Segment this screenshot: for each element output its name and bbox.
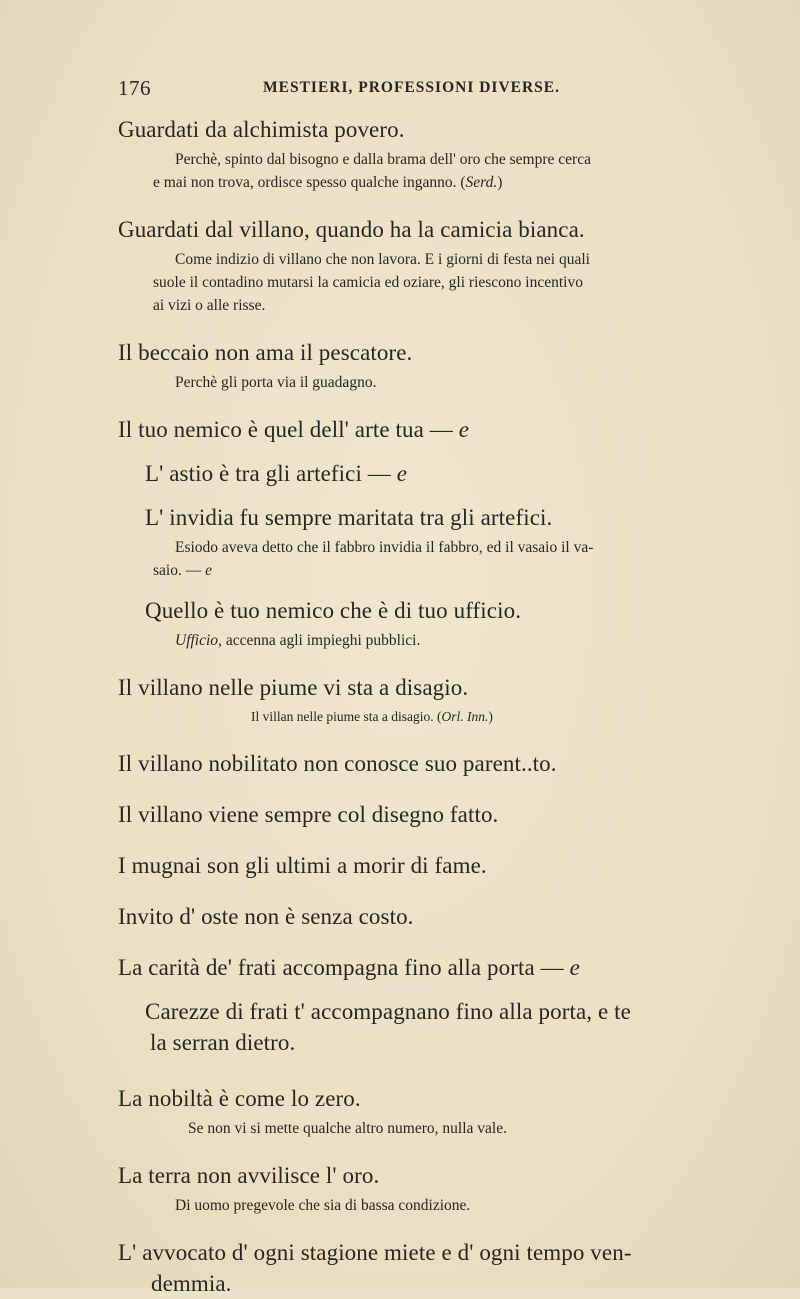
running-head: MESTIERI, PROFESSIONI DIVERSE. [263,79,561,96]
note-line: suole il contadino mutarsi la camicia ed oziare, gli riescono incentivo [153,274,583,291]
note-line: ai vizi o alle risse. [153,297,266,314]
proverb: Invito d' oste non è senza costo. [118,904,414,929]
proverb: Il villano viene sempre col disegno fatto. [118,802,499,827]
note-line: Se non vi si mette qualche altro numero, nulla vale. [188,1120,507,1137]
proverb-line: Carezze di frati t' accompagnano fino alla porta, e te [145,999,631,1024]
note-line: Di uomo pregevole che sia di bassa condizione. [175,1197,471,1214]
proverb [118,414,708,445]
proverb-note [118,1194,708,1217]
proverb-note [118,536,708,582]
proverb-note [118,148,708,194]
proverb-note [118,371,708,394]
page-number: 176 [118,76,151,100]
conjunction: e [569,955,580,980]
proverb: Il beccaio non ama il pescatore. [118,340,413,365]
proverb-line: demmia. [151,1271,232,1296]
proverb-line: L' avvocato d' ogni stagione miete e d' ogni tempo ven- [118,1240,632,1265]
proverb-note [118,1117,708,1140]
proverb-note [118,706,708,728]
note-line [118,706,708,728]
note-line [118,559,708,582]
note-text: ) [488,709,493,724]
page-header [118,76,678,106]
note-line: Perchè gli porta via il guadagno. [175,374,377,391]
proverb [118,1237,708,1299]
conjunction: e [396,461,408,486]
citation: Serd. [465,174,498,191]
note-text: ) [497,174,503,191]
proverb-line: la serran dietro. [150,1030,296,1055]
note-text: saio. — [153,562,206,579]
note-line [118,629,708,652]
note-keyword: Ufficio [175,632,219,649]
note-line: Come indizio di villano che non lavora. E i giorni di festa nei quali [175,251,590,268]
proverb-list [118,114,708,1299]
proverb-note [118,629,708,652]
note-line: Perchè, spinto dal bisogno e dalla brama dell' oro che sempre cerca [175,151,591,168]
proverb-text: La carità de' frati accompagna fino alla porta — [118,955,570,980]
proverb: Il villano nobilitato non conosce suo parent..to. [118,751,557,776]
proverb-variant: L' invidia fu sempre maritata tra gli artefici. [145,505,553,530]
proverb: Guardati da alchimista povero. [118,117,405,142]
note-text: , accenna agli impieghi pubblici. [218,632,421,649]
conjunction: e [458,417,470,442]
proverb-note [118,248,708,317]
proverb-text: L' astio è tra gli artefici — [145,461,397,486]
proverb: Guardati dal villano, quando ha la camicia bianca. [118,217,585,242]
note-line: Esiodo aveva detto che il fabbro invidia il fabbro, ed il vasaio il va- [175,539,594,556]
proverb: I mugnai son gli ultimi a morir di fame. [118,853,487,878]
proverb-variant [145,458,708,489]
citation: Orl. Inn. [441,709,489,724]
note-text: Il villan nelle piume sta a disagio. ( [251,709,442,724]
proverb: Il villano nelle piume vi sta a disagio. [118,675,469,700]
proverb-variant [145,996,708,1058]
proverb: La nobiltà è come lo zero. [118,1086,361,1111]
proverb-variant: Quello è tuo nemico che è di tuo ufficio. [145,598,522,623]
proverb [118,952,708,983]
note-text: e mai non trova, ordisce spesso qualche inganno. ( [153,174,466,191]
proverb-text: Il tuo nemico è quel dell' arte tua — [118,417,459,442]
proverb: La terra non avvilisce l' oro. [118,1163,380,1188]
conjunction: e [205,562,212,579]
note-line [118,171,708,194]
